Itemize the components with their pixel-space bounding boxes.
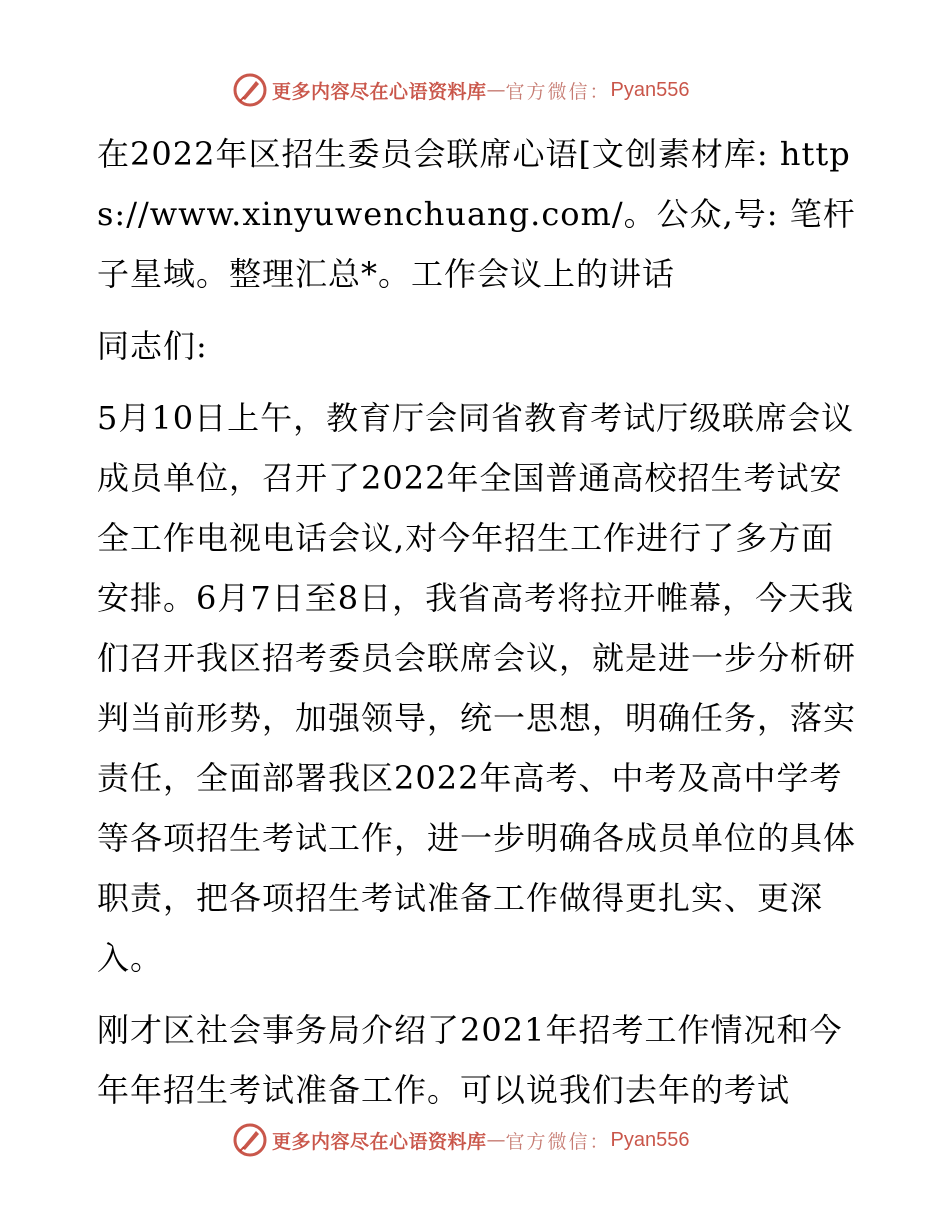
banner-separator: —	[486, 1129, 506, 1151]
banner-wechat-label: 官方微信：	[505, 80, 611, 103]
paragraph-body-1: 5月10日上午，教育厅会同省教育考试厅级联席会议成员单位，召开了2022年全国普通高校招生考试安全工作电视电话会议,对今年招生工作进行了多方面安排。6月7日至8日，我省高考将拉开帷幕，今天我们召开我区招考委员会联席会议，就是进一步分析研判当前形势，加强领导，统一思想，明确任务，落实责任，全面部署我区2022年高考、中考及高中学考等各项招生考试工作，进一步明确各成员单位的具体职责，把各项招生考试准备工作做得更扎实、更深入。	[97, 399, 857, 977]
banner-separator: —	[486, 79, 506, 101]
header-watermark-banner	[232, 70, 690, 110]
banner-text: 更多内容尽在心语资料库	[272, 1130, 487, 1153]
footer-watermark-banner	[232, 1120, 690, 1160]
document-body	[97, 124, 857, 1132]
quill-logo-icon	[232, 72, 268, 108]
banner-text: 更多内容尽在心语资料库	[272, 80, 487, 103]
paragraph-body-2: 刚才区社会事务局介绍了2021年招考工作情况和今年年招生考试准备工作。可以说我们去年的考试	[97, 1011, 843, 1109]
banner-wechat-id: Pyan556	[610, 1128, 690, 1151]
banner-wechat-label: 官方微信：	[505, 1130, 611, 1153]
quill-logo-icon	[232, 1122, 268, 1158]
banner-wechat-id: Pyan556	[610, 78, 690, 101]
paragraph-salutation: 同志们:	[97, 327, 208, 365]
paragraph-title: 在2022年区招生委员会联席心语[文创素材库: https://www.xinyuwenchuang.com/。公众,号: 笔杆子星域。整理汇总*。工作会议上的讲话	[97, 135, 856, 293]
